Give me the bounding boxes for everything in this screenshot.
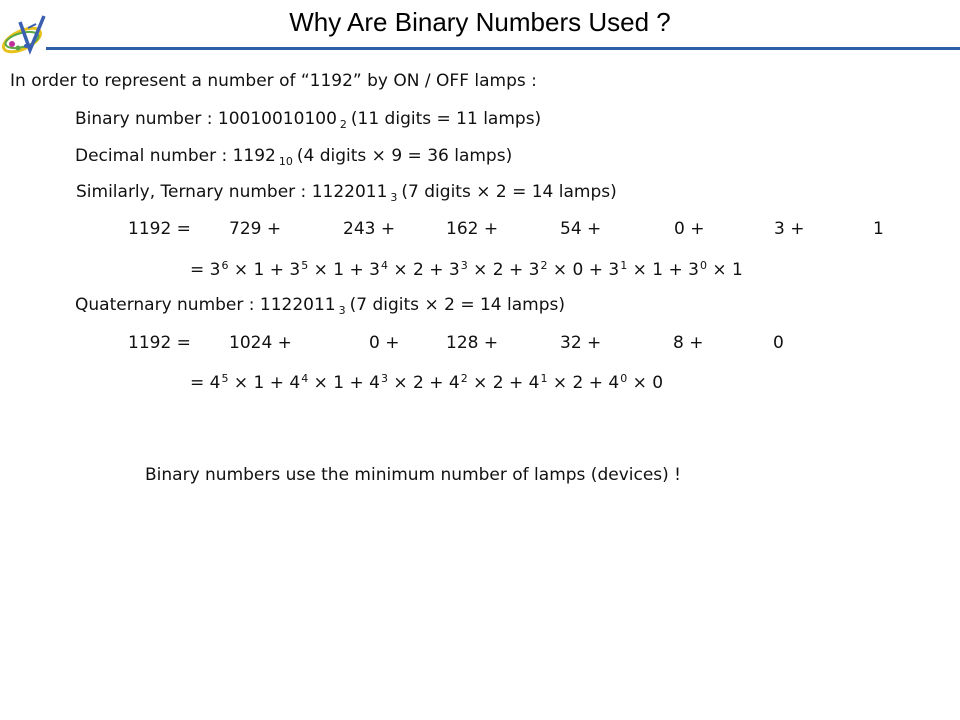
decimal-note: (4 digits × 9 = 36 lamps) bbox=[296, 146, 513, 166]
expansion-lead: = bbox=[190, 260, 210, 280]
ternary-base: 3 bbox=[390, 191, 398, 204]
quaternary-label: Quaternary number : 1122011 bbox=[75, 295, 336, 315]
binary-base: 2 bbox=[339, 118, 347, 131]
quaternary-sum-term: 0 + bbox=[369, 333, 400, 353]
power-term: $3^2 \times 0$ + bbox=[528, 259, 609, 280]
ternary-sum-term: 54 + bbox=[560, 219, 602, 239]
quaternary-expansion bbox=[190, 372, 663, 394]
quaternary-sum-term: 0 bbox=[773, 333, 784, 353]
power-term: $4^5 \times 1$ + bbox=[209, 372, 290, 393]
quaternary-note: (7 digits × 2 = 14 lamps) bbox=[349, 295, 565, 315]
power-term: $3^0 \times 1$ bbox=[688, 259, 743, 280]
decimal-base: 10 bbox=[278, 155, 293, 168]
quaternary-base: 3 bbox=[338, 304, 346, 317]
ternary-line bbox=[76, 181, 617, 209]
ternary-sum-term: 0 + bbox=[674, 219, 705, 239]
power-term: $3^3 \times 2$ + bbox=[448, 259, 529, 280]
binary-line bbox=[75, 108, 541, 136]
quaternary-sum-term: 8 + bbox=[673, 333, 704, 353]
ternary-sum-term: 1 bbox=[873, 219, 884, 239]
power-term: $4^4 \times 1$ + bbox=[289, 372, 370, 393]
power-term: $4^3 \times 2$ + bbox=[369, 372, 449, 393]
intro-text: In order to represent a number of “1192” by ON / OFF lamps : bbox=[10, 71, 537, 91]
power-term: $4^0 \times 0$ bbox=[608, 372, 664, 393]
quaternary-sum-term: 1024 + bbox=[229, 333, 292, 353]
power-term: $3^6 \times 1$ + bbox=[209, 259, 290, 280]
power-term: $3^4 \times 2$ + bbox=[369, 259, 449, 280]
decimal-label: Decimal number : 1192 bbox=[75, 146, 276, 166]
conclusion-text: Binary numbers use the minimum number of lamps (devices) ! bbox=[145, 465, 681, 485]
power-term: $4^2 \times 2$ + bbox=[448, 372, 529, 393]
quaternary-line bbox=[75, 294, 565, 322]
ternary-sum-term: 3 + bbox=[774, 219, 805, 239]
binary-note: (11 digits = 11 lamps) bbox=[350, 109, 542, 129]
ternary-sum-term: 729 + bbox=[229, 219, 282, 239]
ternary-sum-term: 243 + bbox=[343, 219, 396, 239]
ternary-note: (7 digits × 2 = 14 lamps) bbox=[401, 182, 617, 202]
ternary-sum-term: 162 + bbox=[446, 219, 499, 239]
page-title: Why Are Binary Numbers Used ? bbox=[289, 7, 671, 37]
quaternary-sum-term: 128 + bbox=[446, 333, 499, 353]
ternary-sum-lhs: 1192 = bbox=[128, 219, 191, 239]
power-term: $3^1 \times 1$ + bbox=[608, 259, 689, 280]
quaternary-sum-term: 32 + bbox=[560, 333, 602, 353]
ternary-label: Similarly, Ternary number : 1122011 bbox=[76, 182, 388, 202]
power-term: $4^1 \times 2$ + bbox=[528, 372, 609, 393]
quaternary-sum-lhs: 1192 = bbox=[128, 333, 191, 353]
power-term: $3^5 \times 1$ + bbox=[289, 259, 370, 280]
title-underline bbox=[46, 47, 960, 50]
expansion-lead: = bbox=[190, 373, 210, 393]
binary-label: Binary number : 10010010100 bbox=[75, 109, 337, 129]
decimal-line bbox=[75, 145, 512, 173]
ternary-expansion bbox=[190, 259, 743, 281]
